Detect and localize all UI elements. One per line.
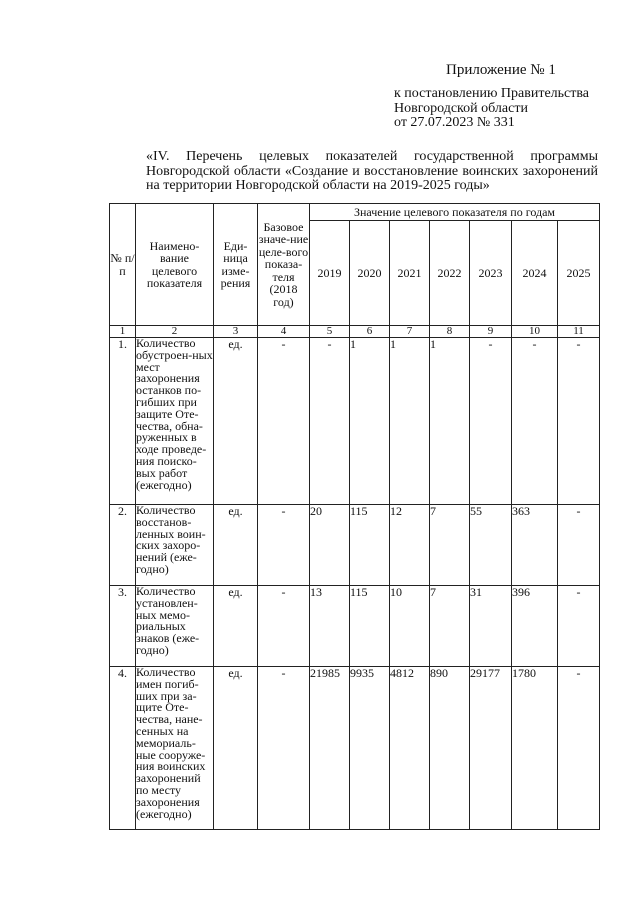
unit-cell: ед. [214, 667, 258, 830]
year-value: - [558, 586, 600, 667]
base-value: - [258, 586, 310, 667]
year-value: 396 [512, 586, 558, 667]
column-number: 7 [390, 326, 430, 338]
year-value: 7 [430, 586, 470, 667]
year-value: 1 [430, 338, 470, 505]
column-number: 3 [214, 326, 258, 338]
year-value: 20 [310, 505, 350, 586]
column-number: 11 [558, 326, 600, 338]
year-value: - [558, 505, 600, 586]
header-num: № п/п [110, 204, 136, 326]
appendix-title: Приложение № 1 [446, 62, 556, 78]
year-value: 1 [350, 338, 390, 505]
header-year: 2021 [390, 221, 430, 326]
column-number: 5 [310, 326, 350, 338]
indicators-table [109, 203, 600, 830]
year-value: - [512, 338, 558, 505]
table-row [110, 586, 600, 667]
base-value: - [258, 505, 310, 586]
header-year: 2023 [470, 221, 512, 326]
column-number: 10 [512, 326, 558, 338]
year-value: - [310, 338, 350, 505]
year-value: 115 [350, 586, 390, 667]
base-value: - [258, 667, 310, 830]
unit-cell: ед. [214, 586, 258, 667]
appendix-line: Новгородской области [394, 100, 528, 116]
year-value: 1780 [512, 667, 558, 830]
year-value: 890 [430, 667, 470, 830]
column-number: 2 [136, 326, 214, 338]
appendix-line: от 27.07.2023 № 331 [394, 115, 515, 130]
header-year: 2020 [350, 221, 390, 326]
column-number: 4 [258, 326, 310, 338]
base-value: - [258, 338, 310, 505]
year-value: 115 [350, 505, 390, 586]
year-value: 21985 [310, 667, 350, 830]
year-value: - [558, 667, 600, 830]
year-value: 31 [470, 586, 512, 667]
appendix-line: к постановлению Правительства [394, 86, 590, 101]
year-value: 13 [310, 586, 350, 667]
year-value: - [470, 338, 512, 505]
column-number: 9 [470, 326, 512, 338]
header-year: 2024 [512, 221, 558, 326]
header-year: 2025 [558, 221, 600, 326]
header-unit: Еди-ница изме-рения [214, 204, 258, 326]
year-value: 1 [390, 338, 430, 505]
unit-cell: ед. [214, 505, 258, 586]
unit-cell: ед. [214, 338, 258, 505]
column-number: 6 [350, 326, 390, 338]
year-value: - [558, 338, 600, 505]
appendix-block [394, 62, 634, 131]
header-group: Значение целевого показателя по годам [310, 204, 600, 221]
year-value: 7 [430, 505, 470, 586]
indicator-name: Количество установлен-ных мемо-риальных знаков (еже-годно) [136, 586, 214, 667]
year-value: 12 [390, 505, 430, 586]
column-number: 1 [110, 326, 136, 338]
row-index: 3. [110, 586, 136, 667]
year-value: 10 [390, 586, 430, 667]
indicator-name: Количество обустроен-ных мест захоронения останков по-гибших при защите Оте-чества, обна-руженных в ходе проведе-ния поиско-вых работ (ежегодно) [136, 338, 214, 505]
column-number: 8 [430, 326, 470, 338]
year-value: 363 [512, 505, 558, 586]
year-value: 29177 [470, 667, 512, 830]
table-row [110, 505, 600, 586]
row-index: 2. [110, 505, 136, 586]
year-value: 55 [470, 505, 512, 586]
year-value: 9935 [350, 667, 390, 830]
header-year: 2019 [310, 221, 350, 326]
indicator-name: Количество восстанов-ленных воин-ских захоро-нений (еже-годно) [136, 505, 214, 586]
table-row [110, 667, 600, 830]
header-name: Наимено-вание целевого показателя [136, 204, 214, 326]
year-value: 4812 [390, 667, 430, 830]
header-year: 2022 [430, 221, 470, 326]
indicator-name: Количество имен погиб-ших при за-щите Оте-чества, нане-сенных на мемориаль-ные сооруже-ния воинских захоронений по месту захоронения (ежегодно) [136, 667, 214, 830]
table-row [110, 338, 600, 505]
row-index: 1. [110, 338, 136, 505]
row-index: 4. [110, 667, 136, 830]
header-base: Базовое значе-ние целе-вого показа-теля (2018 год) [258, 204, 310, 326]
section-heading: «IV. Перечень целевых показателей государственной программы Новгородской области «Создание и восстановление воинских захоронений на территории Новгородской области на 2019-2025 годы» [146, 149, 598, 193]
